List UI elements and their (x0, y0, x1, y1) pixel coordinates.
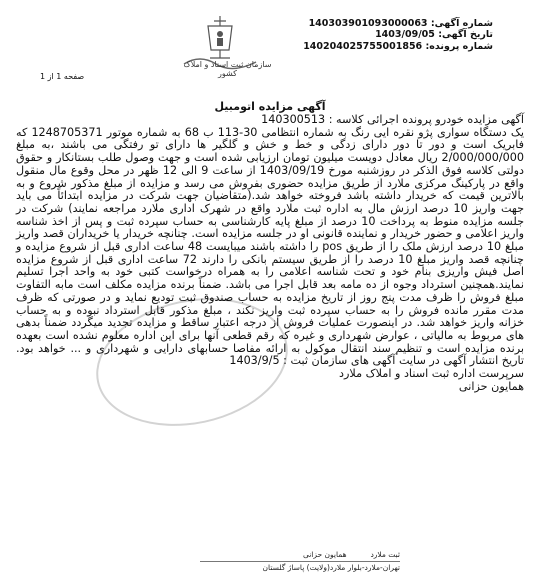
notice-date-label: تاریخ آگهی: (438, 29, 493, 41)
document-footer (200, 550, 400, 573)
footer-title: ثبت ملارد (370, 550, 400, 559)
notice-date: 1403/09/05 (375, 29, 435, 41)
document-title: آگهی مزایده اتومبیل (214, 100, 326, 113)
footer-signer-row (200, 550, 400, 560)
case-number-row (265, 41, 493, 52)
footer-divider (200, 561, 400, 562)
notice-date-row (265, 29, 493, 40)
notice-meta (265, 18, 493, 52)
footer-address: تهران-ملارد-بلوار ملارد(ولایت) پاساژ گلستان (262, 563, 400, 572)
signature-title: سرپرست اداره ثبت اسناد و املاک ملارد (339, 367, 524, 381)
case-number: 140204025755001856 (303, 40, 423, 52)
notice-number-label: شماره آگهی: (430, 18, 493, 29)
organization-name: سازمان ثبت اسناد و املاک کشور (183, 60, 272, 78)
notice-number-row (265, 18, 493, 29)
page-indicator: صفحه 1 از 1 (40, 72, 85, 81)
footer-signer: همایون حزانی (302, 550, 347, 559)
document-body (16, 114, 524, 393)
case-line: آگهی مزایده خودرو پرونده اجرائی کلاسه : 140300513 (261, 113, 524, 126)
case-number-label: شماره پرونده: (425, 40, 493, 52)
notice-number: 140303901093000063 (308, 18, 428, 29)
signature-name: همایون حزانی (458, 379, 524, 393)
auction-details: یک دستگاه سواری پژو نقره ایی رنگ به شماره انتظامی 30-113 ب 68 به شماره موتور 1248705371 که فابریک است و دور تا دور دارای زدگی و خط و خش و گلگیر ها دارای تو رفتگی می باشند ،به مبلغ 2/000/000/000 ریال معادل دویست میلیون تومان ارزیابی شده است و جهت وصول طلب بستانکار و حقوق دولتی کلاسه فوق الذکر در روزشنبه مورخ 1403/09/19 از ساعت 9 الی 12 ظهر در محل وقوع مال منقول واقع در پارکینگ مرکزی ملارد از طریق مزایده حضوری بفروش می رسد و مزایده از مبلغ مذکور شروع و به بالاترین قیمت که خریدار داشته باشد فروخته خواهد شد.(متقاضیان جهت شرکت در مزایده ابتدائاً می باید جهت واریز 10 درصد ارزش مال به اداره ثبت ملارد واقع در شهرک اداری ملارد مراجعه نمایند) شرکت در جلسه مزایده منوط به پرداخت 10 درصد از مبلغ پایه کارشناسی به حساب سپرده ثبت و پس از اخذ شناسه واریز اعلامی و حضور خریدار و نماینده قانونی او در جلسه مزایده است. چنانچه خریدار یا خریداران قصد واریز مبلغ 10 درصد ارزش ملک را از طریق pos را داشته باشند میبایست 48 ساعت اداری قبل از شروع مزایده و چنانچه قصد واریز مبلغ 10 درصد را از طریق سیستم بانکی را دارند 72 ساعت اداری قبل از شروع مزایده اصل فیش واریزی بنام خود و تحت شناسه اعلامی را به همراه درخواست کتبی خود به واحد اجرا تسلیم نمایند.همچنین استرداد وجوه از ده مامه بعد قابل اجرا می باشد. ضمناً برنده مزایده مکلف است مابه التفاوت مبلغ فروش را ظرف مدت پنج روز از تاریخ مزایده به حساب صندوق ثبت تودیع نماید و در صورتی که ظرف مدت مقرر مانده فروش را به حساب سپرده ثبت واریز نکند ، مبلغ مذکور قابل استرداد نبوده و به حساب خزانه واریز خواهد شد. در اینصورت عملیات فروش از درجه اعتبار ساقط و مزایده تجدید میگردد ضمناً بدهی های مربوط به مالیاتی ، عوارض شهرداری و غیره که رقم قطعی آنها برای این اداره معلوم نشده است بعهده برنده مزایده است و تنظیم سند انتقال موکول به ارائه مفاصا حسابهای دارایی و شهرداری و ... خواهد بود. تاریخ انتشار آگهی در سایت آگهی های سازمان ثبت : 1403/9/5 (16, 125, 525, 368)
